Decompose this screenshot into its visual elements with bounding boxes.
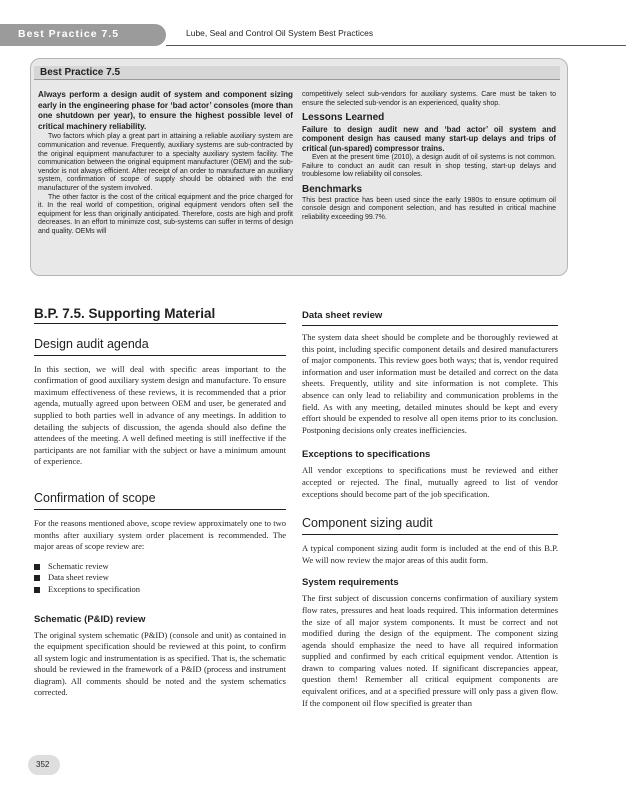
page-number-badge [28, 755, 60, 775]
data-sheet-review-paragraph: The system data sheet should be complete and be thoroughly reviewed at this point, including specific component details and desired manufacturers of major components. This review goes both ways; that is, vendor required information and user information must be detailed and correct on the data sheets. Frequently, utility and site information is not complete. This absence can only lead to reliability and communication problems in the field. As with any meeting, detailed minutes should be kept and every effort should be expended to resolve all open items prior to its conclusion. Postponing decisions only creates inefficiencies. [302, 332, 558, 435]
bp-box-right-column [302, 91, 556, 222]
bullet-square-icon [34, 575, 40, 581]
left-column [34, 308, 286, 699]
exceptions-heading: Exceptions to specifications [302, 449, 431, 461]
confirmation-of-scope-paragraph: For the reasons mentioned above, scope review approximately one to two months after auxiliary system order placement is recommended. The major areas of scope review are: [34, 517, 286, 552]
lessons-learned-heading: Lessons Learned [302, 112, 385, 124]
list-item: Schematic review [34, 561, 286, 573]
best-practice-box-title: Best Practice 7.5 [40, 67, 121, 78]
system-requirements-heading: System requirements [302, 577, 399, 589]
system-requirements-paragraph: The first subject of discussion concerns confirmation of auxiliary system flow rates, pressures and heat loads required. This information determines the size of all major system components. It must be correct and not modified during the design of the equipment. The component sizing agenda should emphasize the need to have all required information supplied and confirmed by each critical equipment vendor. Attention is drawn to comparing values noted. If significant discrepancies appear, question them! Remember all critical equipment components are equivalent orifices, and at a specified pressure will only pass a given flow. If the component oil flow specified is greater than [302, 593, 558, 708]
benchmarks-heading: Benchmarks [302, 184, 363, 196]
exceptions-paragraph: All vendor exceptions to specifications must be reviewed and either accepted or rejected. The final, mutually agreed to list of vendor exceptions should become part of the job specification. [302, 465, 558, 499]
schematic-review-heading: Schematic (P&ID) review [34, 613, 146, 625]
bp-box-left-column [38, 90, 293, 237]
right-column [302, 310, 558, 709]
component-sizing-audit-paragraph: A typical component sizing audit form is included at the end of this B.P. We will now review the major areas of this audit form. [302, 543, 558, 565]
running-title: Lube, Seal and Control Oil System Best Practices [186, 28, 374, 38]
header-rule [166, 45, 626, 46]
best-practice-box-title-bar [34, 66, 560, 80]
header-tab-label: Best Practice 7.5 [18, 28, 120, 40]
section-title: B.P. 7.5. Supporting Material [34, 308, 286, 324]
bullet-square-icon [34, 587, 40, 593]
design-audit-agenda-paragraph: In this section, we will deal with specific areas important to the confirmation of good auxiliary system design and manufacture. To ensure maximum effectiveness of these reviews, it is recommended that a prior agenda, mutually agreed upon between OEM and user, be generated and supplied to both parties well in advance of any meetings. In addition to detailing the subjects of discussion, the agenda should also define the attendees of the meeting. A well defined meeting is still ineffective if the participants are not familiar with the subject or have a minimum amount of experience. [34, 363, 286, 467]
bullet-square-icon [34, 564, 40, 570]
benchmarks-paragraph: This best practice has been used since the early 1980s to ensure optimum oil console design and component selection, and has resulted in critical machine reliability exceeding 99.7%. [302, 196, 556, 221]
schematic-review-paragraph: The original system schematic (P&ID) (console and unit) as contained in the equipment specification should be reviewed at this point, to confirm all system logic and instrumentation is as specified. That is, the schematic should be reviewed in the framework of a P&ID (process and instrument diagram). All comments should be noted and the system schematics corrected. [34, 629, 286, 698]
list-item: Exceptions to specification [34, 584, 286, 596]
design-audit-agenda-heading: Design audit agenda [34, 336, 286, 356]
data-sheet-review-heading: Data sheet review [302, 310, 558, 326]
component-sizing-audit-heading: Component sizing audit [302, 515, 558, 535]
page-number: 352 [36, 760, 50, 769]
bp-lead: Always perform a design audit of system and component sizing early in the engineering phase for ‘bad actor’ consoles (more than one shutdown per year), to ensure the highest possible level of critical machinery reliability. [38, 90, 293, 131]
header-tab [0, 24, 166, 46]
lessons-learned-lead: Failure to design audit new and ‘bad actor’ oil system and component design has caused many start-up delays and trips of critical (un-spared) compressor trains. [302, 124, 556, 153]
list-item: Data sheet review [34, 572, 286, 584]
bp-paragraph-1: Two factors which play a great part in attaining a reliable auxiliary system are communication and revenue. Frequently, auxiliary systems are sub-contracted by the original equipment manufacturer to a specialty auxiliary system facility. The communication between the original equipment manufacturer (OEM) and the sub-vendor is not always efficient. After receipt of an order to manufacture an auxiliary system, confirmation of scope of supply should be obtained with the end manufacturer of the system involved. [38, 133, 293, 192]
bp-paragraph-2: The other factor is the cost of the critical equipment and the price charged for it. In the real world of competition, original equipment vendors often sell the equipment for less than originally anticipated. Therefore, costs are high and profit decreases. In an effort to minimize cost, sub-systems can suffer in terms of design and quality. OEMs will [38, 193, 293, 235]
scope-review-list [34, 561, 286, 596]
bp-right-paragraph: competitively select sub-vendors for auxiliary systems. Care must be taken to ensure the selected sub-vendor is an experienced, quality shop. [302, 91, 556, 107]
confirmation-of-scope-heading: Confirmation of scope [34, 490, 286, 510]
lessons-learned-paragraph: Even at the present time (2010), a design audit of oil systems is not common. Failure to conduct an audit can result in shop testing, start-up delays and troublesome low reliability oil consoles. [302, 154, 556, 179]
